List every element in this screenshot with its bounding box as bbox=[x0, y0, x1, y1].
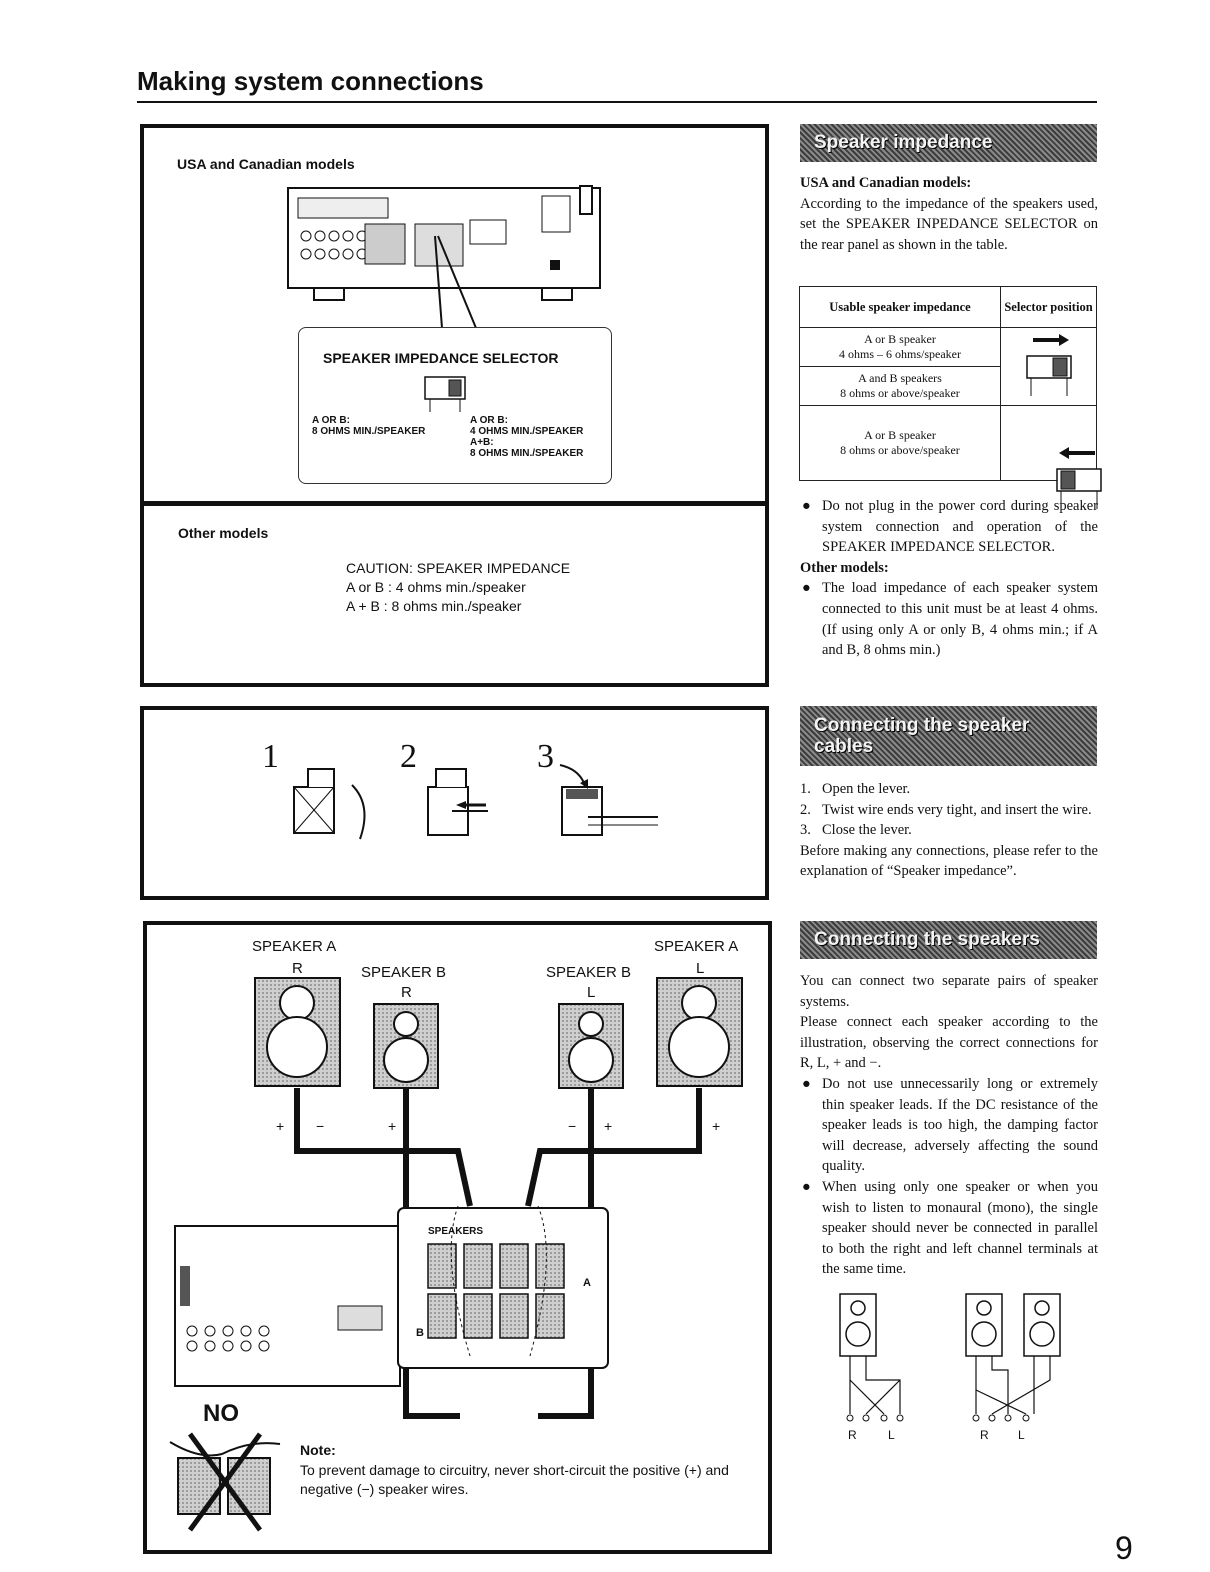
right-caption-1: A OR B: bbox=[470, 415, 508, 426]
selector-position-left bbox=[1001, 406, 1097, 481]
left-caption-1: A OR B: bbox=[312, 415, 350, 426]
selector-switch-diagram bbox=[420, 374, 470, 414]
cables-step-3 bbox=[800, 820, 1098, 841]
speaker-wiring-illustration bbox=[170, 976, 750, 1446]
table-row-2 bbox=[800, 367, 1001, 406]
no-short-circuit-illustration bbox=[170, 1430, 280, 1540]
impedance-bullet-1 bbox=[800, 496, 1098, 558]
terminal-title: SPEAKERS bbox=[428, 1226, 484, 1237]
bullet-dot-icon: ● bbox=[802, 1178, 811, 1195]
left-caption-2: 8 OHMS MIN./SPEAKER bbox=[312, 426, 426, 437]
usa-heading: USA and Canadian models: bbox=[800, 175, 972, 191]
table-head-impedance: Usable speaker impedance bbox=[800, 287, 1001, 328]
speaker-b-right-label: SPEAKER B bbox=[546, 964, 632, 981]
right-caption-4: 8 OHMS MIN./SPEAKER bbox=[470, 448, 584, 459]
speakers-body-block bbox=[800, 971, 1098, 1280]
no-label: NO bbox=[203, 1400, 239, 1427]
lever-step-1: 1 bbox=[262, 738, 279, 775]
terminal-b-label: B bbox=[416, 1327, 424, 1339]
lever-step-2: 2 bbox=[400, 738, 417, 775]
table-head-position: Selector position bbox=[1001, 287, 1097, 328]
channel-r-label-1: R bbox=[292, 960, 303, 977]
speakers-bullet-1 bbox=[800, 1074, 1098, 1177]
row1-line1: A or B speaker bbox=[864, 332, 936, 346]
polarity-plus-3: + bbox=[604, 1118, 613, 1134]
impedance-usa-block bbox=[800, 173, 1098, 255]
impedance-notes-block bbox=[800, 496, 1098, 661]
step-number: 1. bbox=[800, 781, 811, 797]
selector-position-right bbox=[1001, 328, 1097, 406]
speakers-para-2: Please connect each speaker according to the illustration, observing the correct connections for R, L, + and −. bbox=[800, 1014, 1098, 1072]
row2-line2: 8 ohms or above/speaker bbox=[840, 386, 960, 400]
usa-text: According to the impedance of the speakers used, set the SPEAKER INPEDANCE SELECTOR on the rear panel as shown in the table. bbox=[800, 195, 1098, 253]
cables-step-3-text: Close the lever. bbox=[822, 822, 912, 839]
mono-label-r2: R bbox=[980, 1428, 989, 1442]
lever-open-illustration bbox=[290, 765, 390, 845]
cables-step-2 bbox=[800, 800, 1098, 821]
polarity-minus-2: − bbox=[568, 1118, 577, 1134]
impedance-table bbox=[799, 286, 1097, 481]
impedance-bullet-2 bbox=[800, 578, 1098, 660]
speakers-para-1: You can connect two separate pairs of speaker systems. bbox=[800, 973, 1098, 1010]
mono-label-l2: L bbox=[1018, 1428, 1025, 1442]
speaker-b-left-label: SPEAKER B bbox=[361, 964, 447, 981]
right-caption-2: 4 OHMS MIN./SPEAKER bbox=[470, 426, 584, 437]
polarity-plus-4: + bbox=[712, 1118, 721, 1134]
mono-label-r: R bbox=[848, 1428, 857, 1442]
channel-r-label-2: R bbox=[401, 984, 412, 1001]
bullet-dot-icon: ● bbox=[802, 498, 811, 514]
impedance-section-heading: Speaker impedance bbox=[800, 124, 1097, 162]
table-row-1 bbox=[800, 328, 1001, 367]
impedance-bullet-1-text: Do not plug in the power cord during speaker system connection and operation of the SPEAKER IMPEDANCE SELECTOR. bbox=[822, 498, 1098, 556]
mono-label-l: L bbox=[888, 1428, 895, 1442]
speakers-bullet-2-text: When using only one speaker or when you wish to listen to monaural (mono), the single speaker should never be connected in parallel to both the right and left channel terminals at the same time. bbox=[822, 1178, 1098, 1278]
caution-line-2: A or B : 4 ohms min./speaker bbox=[346, 579, 526, 595]
row2-line1: A and B speakers bbox=[858, 371, 942, 385]
switch-right-icon bbox=[1019, 330, 1079, 400]
caution-line-3: A + B : 8 ohms min./speaker bbox=[346, 598, 522, 614]
page-title: Making system connections bbox=[137, 66, 484, 96]
usa-models-label: USA and Canadian models bbox=[177, 156, 355, 172]
cables-step-1 bbox=[800, 779, 1098, 800]
frame-divider bbox=[140, 501, 769, 506]
caution-line-1: CAUTION: SPEAKER IMPEDANCE bbox=[346, 560, 571, 576]
cables-footer: Before making any connections, please refer to the explanation of “Speaker impedance”. bbox=[800, 842, 1098, 880]
table-row-3 bbox=[800, 406, 1001, 481]
terminal-a-label: A bbox=[583, 1277, 591, 1289]
cables-steps-block bbox=[800, 779, 1098, 882]
speakers-bullet-1-text: Do not use unnecessarily long or extremely thin speaker leads. If the DC resistance of the speaker leads is too high, the damping factor will decrease, adversely affecting the sound quality. bbox=[822, 1075, 1098, 1175]
lever-step-3: 3 bbox=[537, 738, 554, 775]
bullet-dot-icon: ● bbox=[802, 1075, 811, 1092]
channel-l-label-1: L bbox=[587, 984, 596, 1001]
step-number: 3. bbox=[800, 822, 811, 839]
lever-insert-illustration bbox=[422, 765, 532, 845]
row3-line1: A or B speaker bbox=[864, 428, 936, 442]
cables-step-2-text: Twist wire ends very tight, and insert the wire. bbox=[822, 801, 1092, 818]
polarity-plus-2: + bbox=[388, 1118, 397, 1134]
impedance-bullet-2-text: The load impedance of each speaker system connected to this unit must be at least 4 ohms. (If using only A or only B, 4 ohms min.; if A and B, 8 ohms min.) bbox=[822, 580, 1098, 659]
row3-line2: 8 ohms or above/speaker bbox=[840, 443, 960, 457]
speakers-bullet-2 bbox=[800, 1177, 1098, 1280]
title-rule bbox=[137, 101, 1097, 103]
speaker-a-left-label: SPEAKER A bbox=[252, 938, 337, 955]
channel-l-label-2: L bbox=[696, 960, 705, 977]
other-models-label: Other models bbox=[178, 525, 269, 541]
step-number: 2. bbox=[800, 801, 811, 818]
other-models-heading: Other models: bbox=[800, 559, 889, 576]
polarity-plus-1: + bbox=[276, 1118, 285, 1134]
page-number: 9 bbox=[1115, 1530, 1133, 1566]
selector-title: SPEAKER IMPEDANCE SELECTOR bbox=[323, 350, 559, 366]
bullet-dot-icon: ● bbox=[802, 580, 811, 597]
speaker-a-right-label: SPEAKER A bbox=[654, 938, 739, 955]
cables-section-heading: Connecting the speaker cables bbox=[800, 706, 1097, 766]
mono-wrong-wiring-illustration bbox=[830, 1290, 1100, 1450]
note-text: To prevent damage to circuitry, never short-circuit the positive (+) and negative (−) speaker wires. bbox=[300, 1462, 729, 1497]
polarity-minus-1: − bbox=[316, 1118, 325, 1134]
speakers-section-heading: Connecting the speakers bbox=[800, 921, 1097, 959]
cables-step-1-text: Open the lever. bbox=[822, 781, 911, 797]
note-title: Note: bbox=[300, 1442, 336, 1458]
lever-close-illustration bbox=[558, 765, 668, 845]
receiver-rear-illustration bbox=[280, 176, 620, 306]
right-caption-3: A+B: bbox=[470, 437, 494, 448]
row1-line2: 4 ohms – 6 ohms/speaker bbox=[839, 347, 961, 361]
